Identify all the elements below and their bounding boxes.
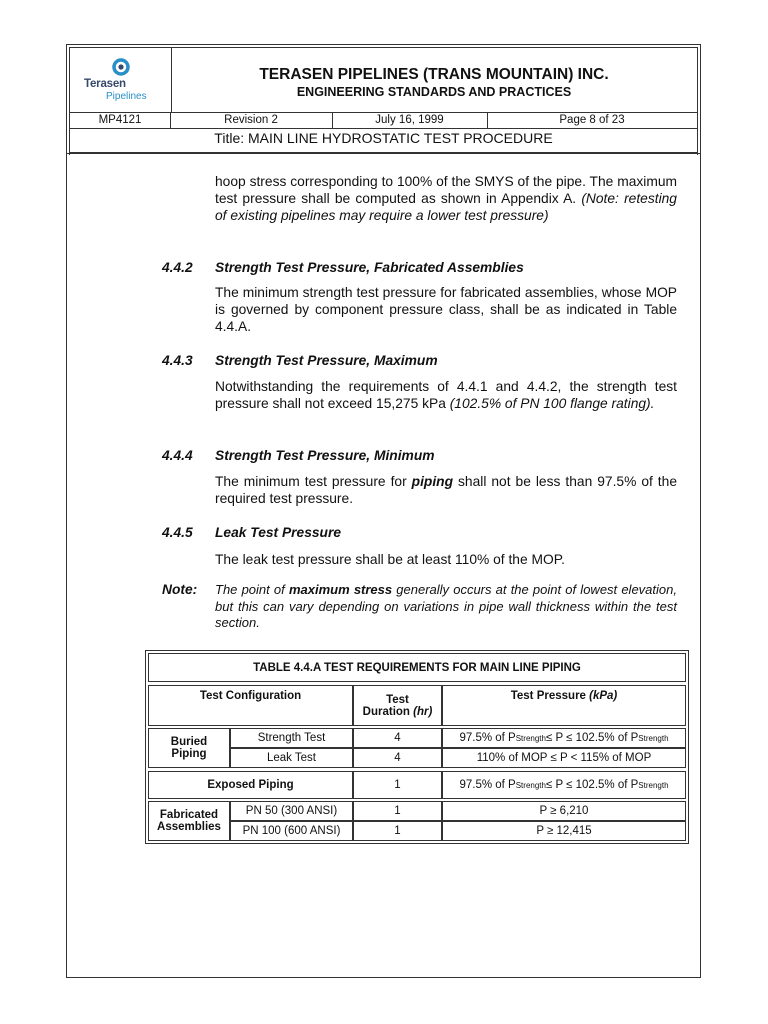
cell-duration-strength: 4 — [353, 728, 442, 748]
note-label: Note: — [162, 582, 198, 597]
section-text-4-4-4: The minimum test pressure for piping shall not be less than 97.5% of the required test pressure. — [215, 474, 677, 506]
section-text-4-4-5: The leak test pressure shall be at least 110% of the MOP. — [215, 552, 565, 567]
cell-duration-pn100: 1 — [353, 821, 442, 841]
doc-title: Title: MAIN LINE HYDROSTATIC TEST PROCEDURE — [70, 129, 697, 153]
section-text-4-4-2: The minimum strength test pressure for fabricated assemblies, whose MOP is governed by component pressure class, shall be as indicated in Table 4.4.A. — [215, 285, 677, 334]
cell-pn50: PN 50 (300 ANSI) — [230, 801, 353, 821]
logo-word-1: Terasen — [84, 78, 126, 90]
document-header — [66, 44, 701, 155]
doc-date: July 16, 1999 — [332, 112, 488, 128]
cell-pressure-strength: 97.5% of P Strength ≤ P ≤ 102.5% of P Strength — [442, 728, 686, 748]
revision: Revision 2 — [170, 112, 333, 128]
cell-leak-test: Leak Test — [230, 748, 353, 768]
company-logo — [70, 48, 172, 112]
header-test-configuration: Test Configuration — [148, 685, 353, 726]
header-subtitle: ENGINEERING STANDARDS AND PRACTICES — [296, 85, 572, 99]
section-text-4-4-3: Notwithstanding the requirements of 4.4.1 and 4.4.2, the strength test pressure shall not exceed 15,275 kPa (102.5% of PN 100 flange rating). — [215, 379, 677, 411]
intro-text: hoop stress corresponding to 100% of the SMYS of the pipe. The maximum test pressure shall be computed as shown in Appendix A. — [215, 174, 677, 206]
section-heading-4-4-4: 4.4.4 Strength Test Pressure, Minimum — [162, 448, 435, 463]
page-number: Page 8 of 23 — [559, 114, 625, 126]
terasen-logo-icon — [112, 58, 130, 76]
table-title: TABLE 4.4.A TEST REQUIREMENTS FOR MAIN LINE PIPING — [148, 653, 686, 682]
intro-note: (Note: retesting of existing pipelines may require a lower test pressure) — [215, 191, 677, 223]
row-fabricated-assemblies: Fabricated Assemblies — [148, 801, 230, 841]
header-test-duration: Test Duration (hr) — [353, 685, 442, 726]
logo-word-2: Pipelines — [106, 91, 147, 102]
intro-paragraph — [215, 173, 677, 224]
cell-duration-exposed: 1 — [353, 771, 442, 799]
cell-pressure-pn50: P ≥ 6,210 — [442, 801, 686, 821]
cell-pressure-exposed: 97.5% of P Strength ≤ P ≤ 102.5% of P Strength — [442, 771, 686, 799]
header-divider — [66, 153, 701, 154]
header-test-pressure: Test Pressure (kPa) — [442, 685, 686, 726]
section-heading-4-4-3: 4.4.3 Strength Test Pressure, Maximum — [162, 353, 438, 368]
cell-duration-leak: 4 — [353, 748, 442, 768]
cell-pressure-pn100: P ≥ 12,415 — [442, 821, 686, 841]
cell-pn100: PN 100 (600 ANSI) — [230, 821, 353, 841]
section-heading-4-4-2: 4.4.2 Strength Test Pressure, Fabricated Assemblies — [162, 260, 524, 275]
note-text: The point of maximum stress generally occurs at the point of lowest elevation, but this can vary depending on variations in pipe wall thickness within the test section. — [215, 582, 677, 630]
cell-pressure-leak: 110% of MOP ≤ P < 115% of MOP — [442, 748, 686, 768]
section-heading-4-4-5: 4.4.5 Leak Test Pressure — [162, 525, 342, 540]
company-name: TERASEN PIPELINES (TRANS MOUNTAIN) INC. — [259, 66, 609, 83]
cell-strength-test: Strength Test — [230, 728, 353, 748]
row-exposed-piping: Exposed Piping — [148, 771, 353, 799]
cell-duration-pn50: 1 — [353, 801, 442, 821]
doc-id: MP4121 — [70, 112, 171, 128]
row-buried-piping: Buried Piping — [148, 728, 230, 768]
